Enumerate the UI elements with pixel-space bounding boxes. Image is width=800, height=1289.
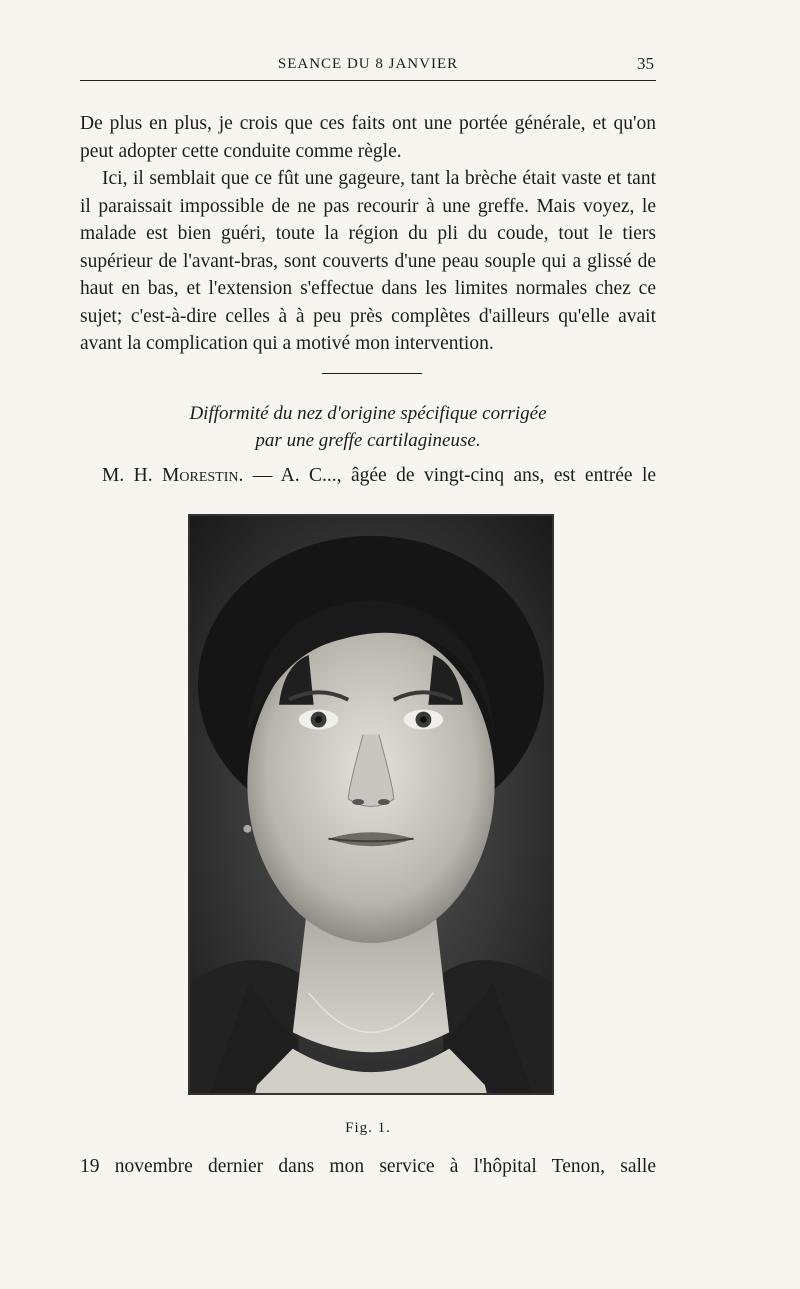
paragraph-2: Ici, il semblait que ce fût une gageure, tant la brèche était vaste et tant il paraissait impossible de ne pas recourir à une greffe. Mais voyez, le malade est bien guéri, toute la région du pli du coude, tout le tiers supérieur de l'avant-bras, sont couverts d'une peau souple qui a glissé de haut en bas, et l'extension s'effectue dans les limites normales chez ce sujet; c'est-à-dire celles à à peu près complètes d'ailleurs qu'elle avait avant la complication qui a motivé mon intervention. (80, 168, 656, 354)
portrait-image (190, 516, 552, 1093)
continuation-line: 19 novembre dernier dans mon service à l'hôpital Tenon, salle (80, 1156, 656, 1177)
author-name: Morestin. (162, 465, 244, 486)
patient-portrait-photo (188, 514, 554, 1095)
body-text (80, 110, 656, 358)
figure-caption-text: Fig. 1. (345, 1120, 391, 1136)
author-prefix: M. H. (102, 465, 153, 486)
page-number: 35 (637, 54, 654, 73)
running-header (80, 50, 656, 81)
section-lead-line (80, 462, 656, 490)
section-divider (322, 373, 422, 374)
section-title (80, 400, 656, 454)
header-title: SEANCE DU 8 JANVIER (277, 56, 459, 72)
section-title-line-2: par une greffe cartilagineuse. (255, 430, 481, 451)
paragraph-1: De plus en plus, je crois que ces faits ont une portée générale, et qu'on peut adopter cette conduite comme règle. (80, 113, 656, 162)
figure-caption (80, 1120, 656, 1137)
section-title-line-1: Difformité du nez d'origine spécifique corrigée (189, 403, 547, 424)
lead-text: — A. C..., âgée de vingt-cinq ans, est entrée le (252, 465, 657, 486)
